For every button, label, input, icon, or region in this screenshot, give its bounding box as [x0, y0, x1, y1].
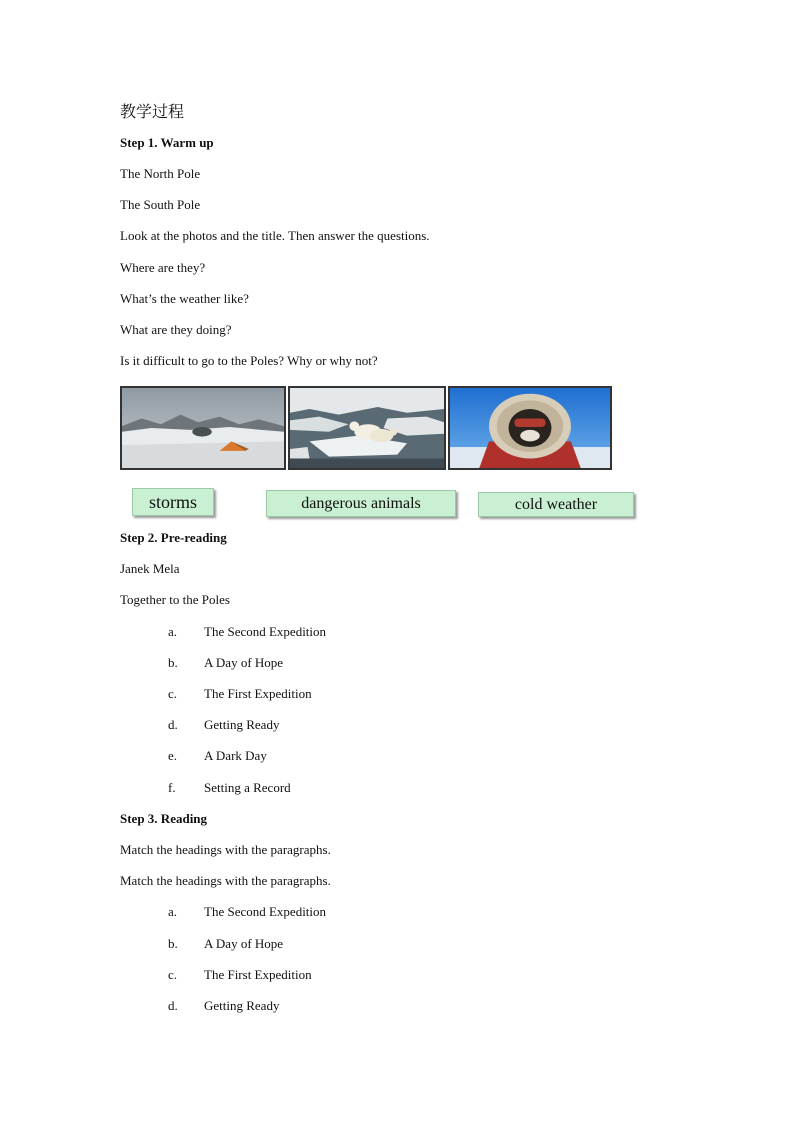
list-text: The Second Expedition: [204, 624, 327, 639]
step1-question: Where are they?: [120, 260, 206, 275]
list-text: The First Expedition: [204, 967, 312, 982]
list-marker: c.: [168, 686, 178, 701]
photo-explorer-hood: [448, 386, 612, 470]
photo-polar-camp-image: [122, 388, 284, 468]
step2-line: Janek Mela: [120, 561, 180, 576]
step1-question: Is it difficult to go to the Poles? Why or why not?: [120, 353, 378, 368]
step3-line: Match the headings with the paragraphs.: [120, 873, 331, 888]
list-text: A Day of Hope: [204, 936, 284, 951]
step2-heading: Step 2. Pre-reading: [120, 530, 227, 545]
list-text: Getting Ready: [204, 998, 280, 1013]
tag-dangerous-animals: dangerous animals: [266, 490, 456, 517]
step3-heading: Step 3. Reading: [120, 811, 208, 826]
step2-line: Together to the Poles: [120, 592, 230, 607]
list-marker: b.: [168, 936, 178, 951]
list-marker: f.: [168, 780, 176, 795]
tag-storms: storms: [132, 488, 214, 516]
step1-heading: Step 1. Warm up: [120, 135, 214, 150]
tag-cold-weather: cold weather: [478, 492, 634, 517]
step1-question: What are they doing?: [120, 322, 232, 337]
photo-polar-camp: [120, 386, 286, 470]
photo-strip: [120, 386, 612, 470]
list-marker: c.: [168, 967, 178, 982]
list-marker: e.: [168, 748, 178, 763]
step1-question: What’s the weather like?: [120, 291, 249, 306]
step1-line: The North Pole: [120, 166, 201, 181]
list-marker: d.: [168, 998, 178, 1013]
photo-polar-bears-image: [290, 388, 444, 468]
page-title: 教学过程: [120, 102, 185, 121]
step1-instruction: Look at the photos and the title. Then answer the questions.: [120, 228, 430, 243]
list-marker: a.: [168, 624, 178, 639]
step1-line: The South Pole: [120, 197, 201, 212]
list-text: A Dark Day: [204, 748, 267, 763]
list-text: Getting Ready: [204, 717, 280, 732]
list-marker: d.: [168, 717, 178, 732]
list-text: A Day of Hope: [204, 655, 284, 670]
photo-polar-bears: [288, 386, 446, 470]
list-marker: a.: [168, 904, 178, 919]
list-text: Setting a Record: [204, 780, 291, 795]
list-marker: b.: [168, 655, 178, 670]
list-text: The First Expedition: [204, 686, 312, 701]
step3-line: Match the headings with the paragraphs.: [120, 842, 331, 857]
photo-explorer-hood-image: [450, 388, 610, 468]
list-text: The Second Expedition: [204, 904, 327, 919]
